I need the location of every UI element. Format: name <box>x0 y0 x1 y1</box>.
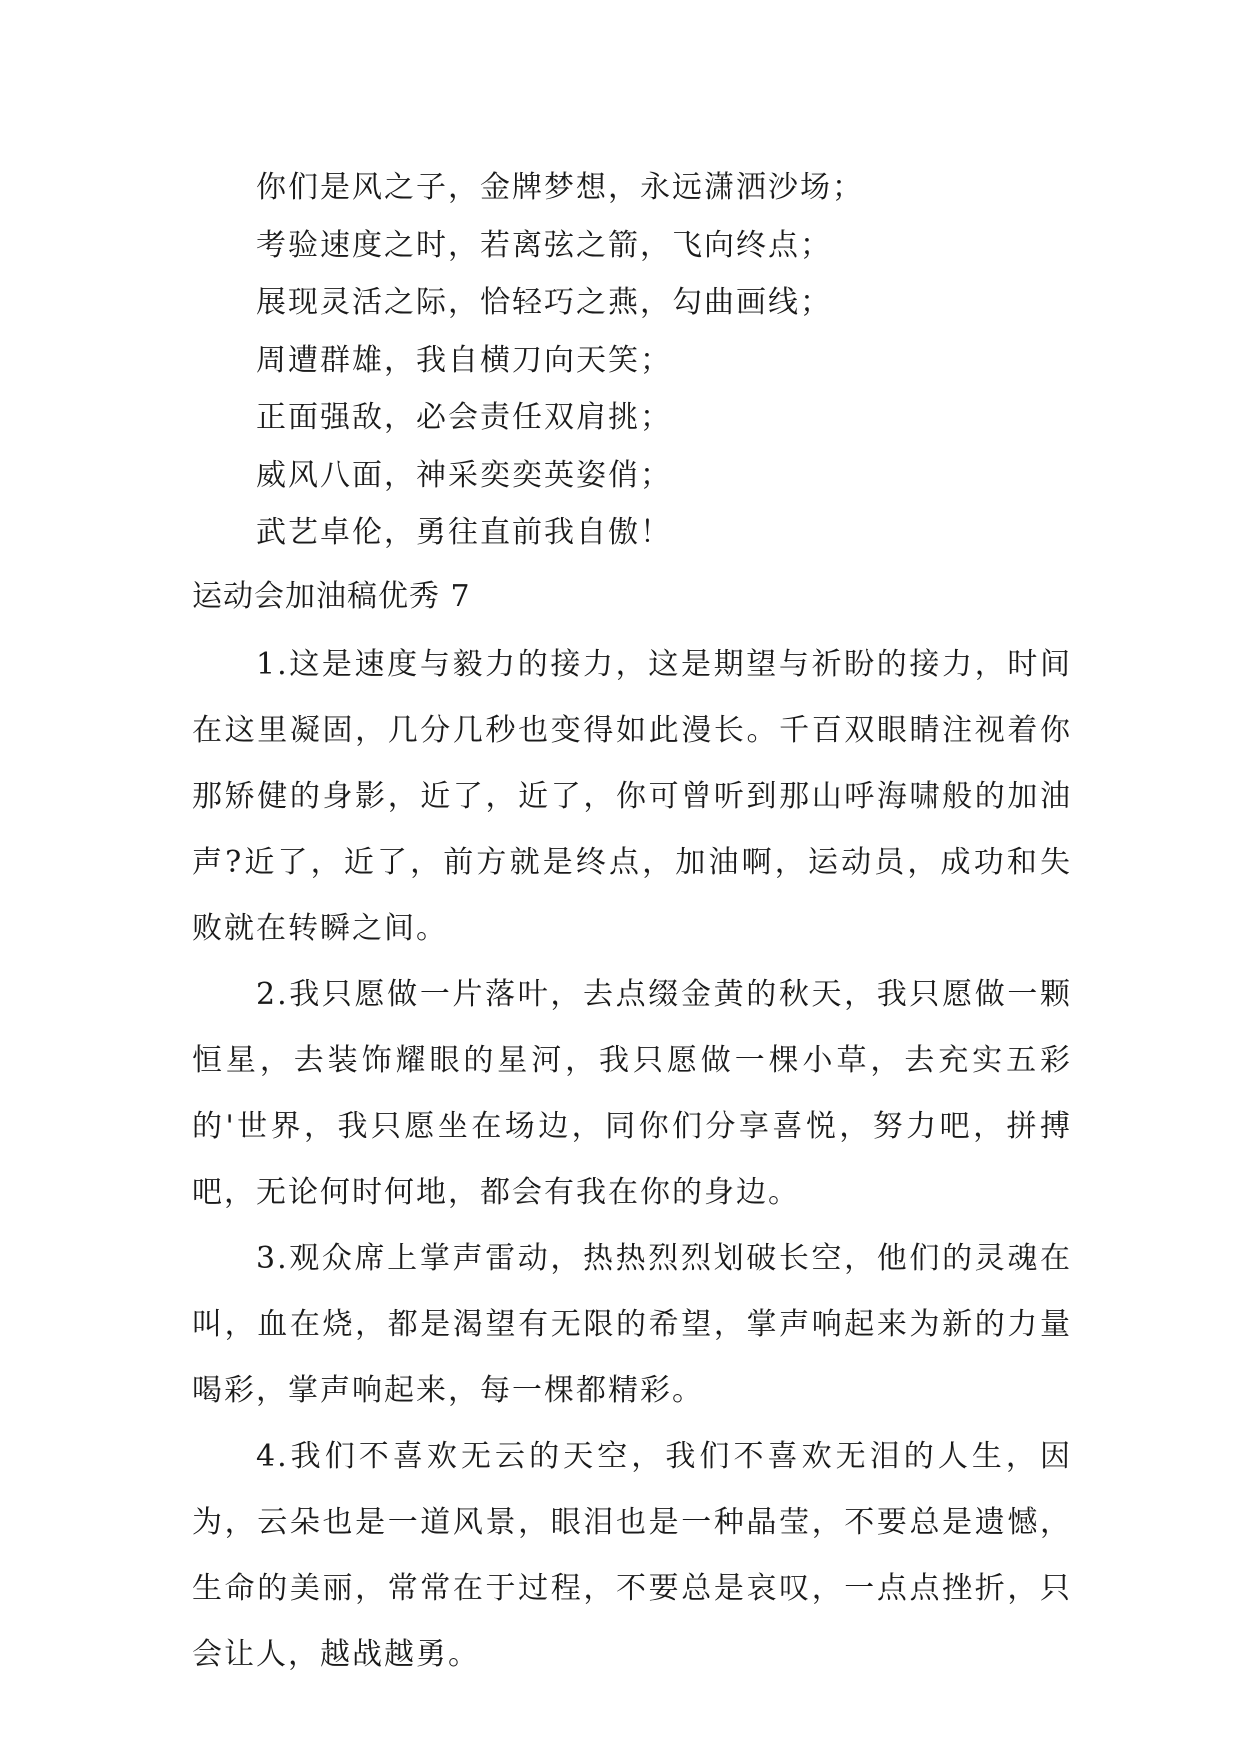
poem-line: 周遭群雄，我自横刀向天笑； <box>256 342 672 378</box>
poem-line: 考验速度之时，若离弦之箭，飞向终点； <box>256 227 832 263</box>
body-text <box>192 632 1072 1688</box>
poem-line: 威风八面，神采奕奕英姿俏； <box>256 457 672 493</box>
poem-line: 武艺卓伦，勇往直前我自傲！ <box>256 515 672 550</box>
paragraph: 3.观众席上掌声雷动，热热烈烈划破长空，他们的灵魂在叫，血在烧，都是渴望有无限的希望，掌声响起来为新的力量喝彩，掌声响起来，每一棵都精彩。 <box>192 1241 1072 1408</box>
section-title: 运动会加油稿优秀 7 <box>192 579 471 614</box>
poem-line: 你们是风之子，金牌梦想，永远潇洒沙场； <box>256 170 864 205</box>
paragraph: 4.我们不喜欢无云的天空，我们不喜欢无泪的人生，因为，云朵也是一道风景，眼泪也是一种晶莹，不要总是遗憾，生命的美丽，常常在于过程，不要总是哀叹，一点点挫折，只会让人，越战越勇。 <box>192 1439 1072 1672</box>
poem-line: 展现灵活之际，恰轻巧之燕，勾曲画线； <box>256 285 832 320</box>
paragraph: 2.我只愿做一片落叶，去点缀金黄的秋天，我只愿做一颗恒星，去装饰耀眼的星河，我只愿做一棵小草，去充实五彩的'世界，我只愿坐在场边，同你们分享喜悦，努力吧，拼搏吧，无论何时何地，都会有我在你的身边。 <box>192 977 1072 1210</box>
poem-block <box>256 159 1076 562</box>
poem-line: 正面强敌，必会责任双肩挑； <box>256 400 672 435</box>
paragraph: 1.这是速度与毅力的接力，这是期望与祈盼的接力，时间在这里凝固，几分几秒也变得如此漫长。千百双眼睛注视着你那矫健的身影，近了，近了，你可曾听到那山呼海啸般的加油声?近了，近了，前方就是终点，加油啊，运动员，成功和失败就在转瞬之间。 <box>192 647 1072 946</box>
